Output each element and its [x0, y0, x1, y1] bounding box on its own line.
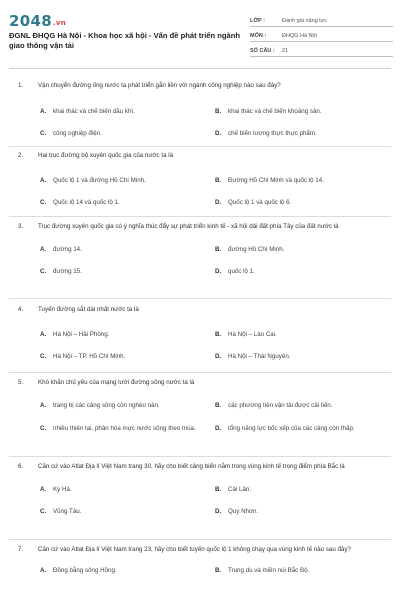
question-5 — [18, 378, 390, 441]
option-b[interactable] — [215, 479, 390, 501]
option-text: Quốc lộ 1 và quốc lộ 6. — [228, 199, 292, 206]
option-letter: A. — [40, 486, 47, 493]
option-a[interactable] — [40, 239, 215, 261]
option-letter: B. — [215, 567, 222, 574]
option-text: Cái Lân. — [228, 486, 252, 493]
meta-count-row — [250, 42, 393, 57]
question-divider — [9, 146, 391, 147]
question-divider — [9, 456, 391, 457]
option-letter: C. — [40, 425, 47, 432]
option-letter: B. — [215, 246, 222, 253]
option-b[interactable] — [215, 170, 390, 192]
option-letter: A. — [40, 567, 47, 574]
option-c[interactable] — [40, 417, 215, 441]
question-text: Tuyến đường sắt dài nhất nước ta là — [38, 306, 139, 313]
option-b[interactable] — [215, 324, 390, 346]
option-c[interactable] — [40, 346, 215, 368]
question-text: Khó khăn chủ yếu của mạng lưới đường sông nước ta là — [38, 379, 195, 386]
meta-class-row — [250, 12, 393, 27]
document-header — [0, 0, 400, 66]
meta-value: ĐHQG Hà Nội — [282, 33, 317, 39]
option-letter: D. — [215, 130, 222, 137]
logo-domain: .vn — [52, 19, 67, 27]
option-text: Trung du và miền núi Bắc Bộ. — [228, 567, 310, 574]
option-text: Hà Nội – Lào Cai. — [228, 331, 277, 338]
site-logo[interactable] — [9, 12, 66, 30]
question-number: 4. — [18, 306, 24, 313]
option-text: nhiều thiên tai, phân hóa mực nước sông theo mùa. — [53, 425, 196, 432]
option-b[interactable] — [215, 101, 390, 123]
option-c[interactable] — [40, 261, 215, 283]
option-text: chế biến lương thực thực phẩm. — [228, 130, 317, 137]
question-number: 7. — [18, 546, 24, 553]
document-title: ĐGNL ĐHQG Hà Nội - Khoa học xã hội - Vấn đề phát triển ngành giao thông vận tải — [9, 31, 241, 50]
option-letter: A. — [40, 177, 47, 184]
question-number: 1. — [18, 82, 24, 89]
question-text: Vận chuyển đường ống nước ta phát triển gắn liền với ngành công nghiệp nào sau đây? — [38, 82, 281, 89]
question-3 — [18, 222, 390, 283]
meta-label: LỚP : — [250, 18, 265, 24]
option-text: Quốc lộ 14 và quốc lộ 1. — [53, 199, 120, 206]
option-letter: D. — [215, 353, 222, 360]
option-letter: C. — [40, 199, 47, 206]
option-c[interactable] — [40, 123, 215, 145]
option-text: Đường Hồ Chí Minh và quốc lộ 14. — [228, 177, 324, 184]
option-letter: D. — [215, 199, 222, 206]
question-text: Hai trục đường bộ xuyên quốc gia của nước ta là — [38, 152, 174, 159]
option-letter: D. — [215, 268, 222, 275]
meta-value: Đánh giá năng lực — [282, 18, 327, 24]
question-number: 3. — [18, 223, 24, 230]
option-text: trang bị các cảng sông còn nghèo nàn. — [53, 402, 160, 409]
option-letter: B. — [215, 177, 222, 184]
option-text: công nghiệp điện. — [53, 130, 102, 137]
option-text: Quy Nhơn. — [228, 508, 259, 515]
option-text: Kỳ Hà. — [53, 486, 72, 493]
option-text: khai thác và chế biến dầu khí. — [53, 108, 135, 115]
option-b[interactable] — [215, 560, 390, 582]
option-letter: D. — [215, 425, 222, 432]
logo-text: 2048 — [9, 12, 52, 30]
option-d[interactable] — [215, 261, 390, 283]
question-divider — [9, 216, 391, 217]
option-text: Quốc lộ 1 và đường Hồ Chí Minh. — [53, 177, 146, 184]
question-divider — [9, 539, 391, 540]
option-text: quốc lộ 1. — [228, 268, 255, 275]
option-a[interactable] — [40, 479, 215, 501]
option-d[interactable] — [215, 501, 390, 523]
option-text: Hà Nội – Hải Phòng. — [53, 331, 110, 338]
meta-label: SỐ CÂU : — [250, 48, 275, 54]
option-letter: C. — [40, 130, 47, 137]
option-letter: A. — [40, 246, 47, 253]
option-letter: B. — [215, 331, 222, 338]
option-letter: D. — [215, 508, 222, 515]
meta-label: MÔN : — [250, 33, 267, 39]
option-d[interactable] — [215, 346, 390, 368]
option-letter: C. — [40, 268, 47, 275]
option-text: Hà Nội – TP. Hồ Chí Minh. — [53, 353, 126, 360]
option-letter: A. — [40, 108, 47, 115]
option-b[interactable] — [215, 239, 390, 261]
question-4 — [18, 305, 390, 368]
option-text: Đồng bằng sông Hồng. — [53, 567, 117, 574]
question-text: Căn cứ vào Atlat Địa lí Việt Nam trang 23, hãy cho biết tuyến quốc lộ 1 không chạy qua vùng kinh tế nào sau đây? — [38, 546, 351, 553]
option-text: Vũng Tàu. — [53, 508, 82, 515]
option-b[interactable] — [215, 395, 390, 417]
question-7 — [18, 545, 390, 582]
option-text: đường 15. — [53, 268, 82, 275]
question-divider — [9, 372, 391, 373]
question-number: 5. — [18, 379, 24, 386]
document-meta — [250, 12, 393, 57]
option-d[interactable] — [215, 192, 390, 214]
meta-value: 21 — [282, 48, 289, 54]
option-text: đường 14. — [53, 246, 82, 253]
option-letter: A. — [40, 331, 47, 338]
option-a[interactable] — [40, 560, 215, 582]
option-c[interactable] — [40, 501, 215, 523]
option-letter: B. — [215, 402, 222, 409]
option-c[interactable] — [40, 192, 215, 214]
question-divider — [9, 298, 391, 299]
option-letter: C. — [40, 353, 47, 360]
option-d[interactable] — [215, 417, 390, 441]
option-a[interactable] — [40, 101, 215, 123]
header-divider — [9, 68, 391, 69]
option-letter: C. — [40, 508, 47, 515]
question-number: 2. — [18, 152, 24, 159]
option-a[interactable] — [40, 395, 215, 417]
question-text: Căn cứ vào Atlat Địa lí Việt Nam trang 30, hãy cho biết cảng biển nằm trong vùng kinh tế trọng điểm phía Bắc là — [38, 463, 345, 470]
option-text: đường Hồ Chí Minh. — [228, 246, 285, 253]
meta-subject-row — [250, 27, 393, 42]
question-1 — [18, 81, 390, 145]
question-number: 6. — [18, 463, 24, 470]
question-text: Trục đường xuyên quốc gia có ý nghĩa thúc đẩy sự phát triển kinh tế - xã hội dải đất phía Tây của đất nước là — [38, 223, 339, 230]
option-letter: B. — [215, 108, 222, 115]
option-text: Hà Nội – Thái Nguyên. — [228, 353, 291, 360]
option-text: các phương tiện vận tải được cải tiến. — [228, 402, 333, 409]
option-a[interactable] — [40, 170, 215, 192]
option-text: khai thác và chế biến khoáng sản. — [228, 108, 322, 115]
option-letter: B. — [215, 486, 222, 493]
option-a[interactable] — [40, 324, 215, 346]
question-6 — [18, 462, 390, 523]
option-text: tổng năng lực bốc xếp của các cảng còn thấp. — [228, 425, 355, 432]
option-letter: A. — [40, 402, 47, 409]
option-d[interactable] — [215, 123, 390, 145]
question-2 — [18, 151, 390, 214]
